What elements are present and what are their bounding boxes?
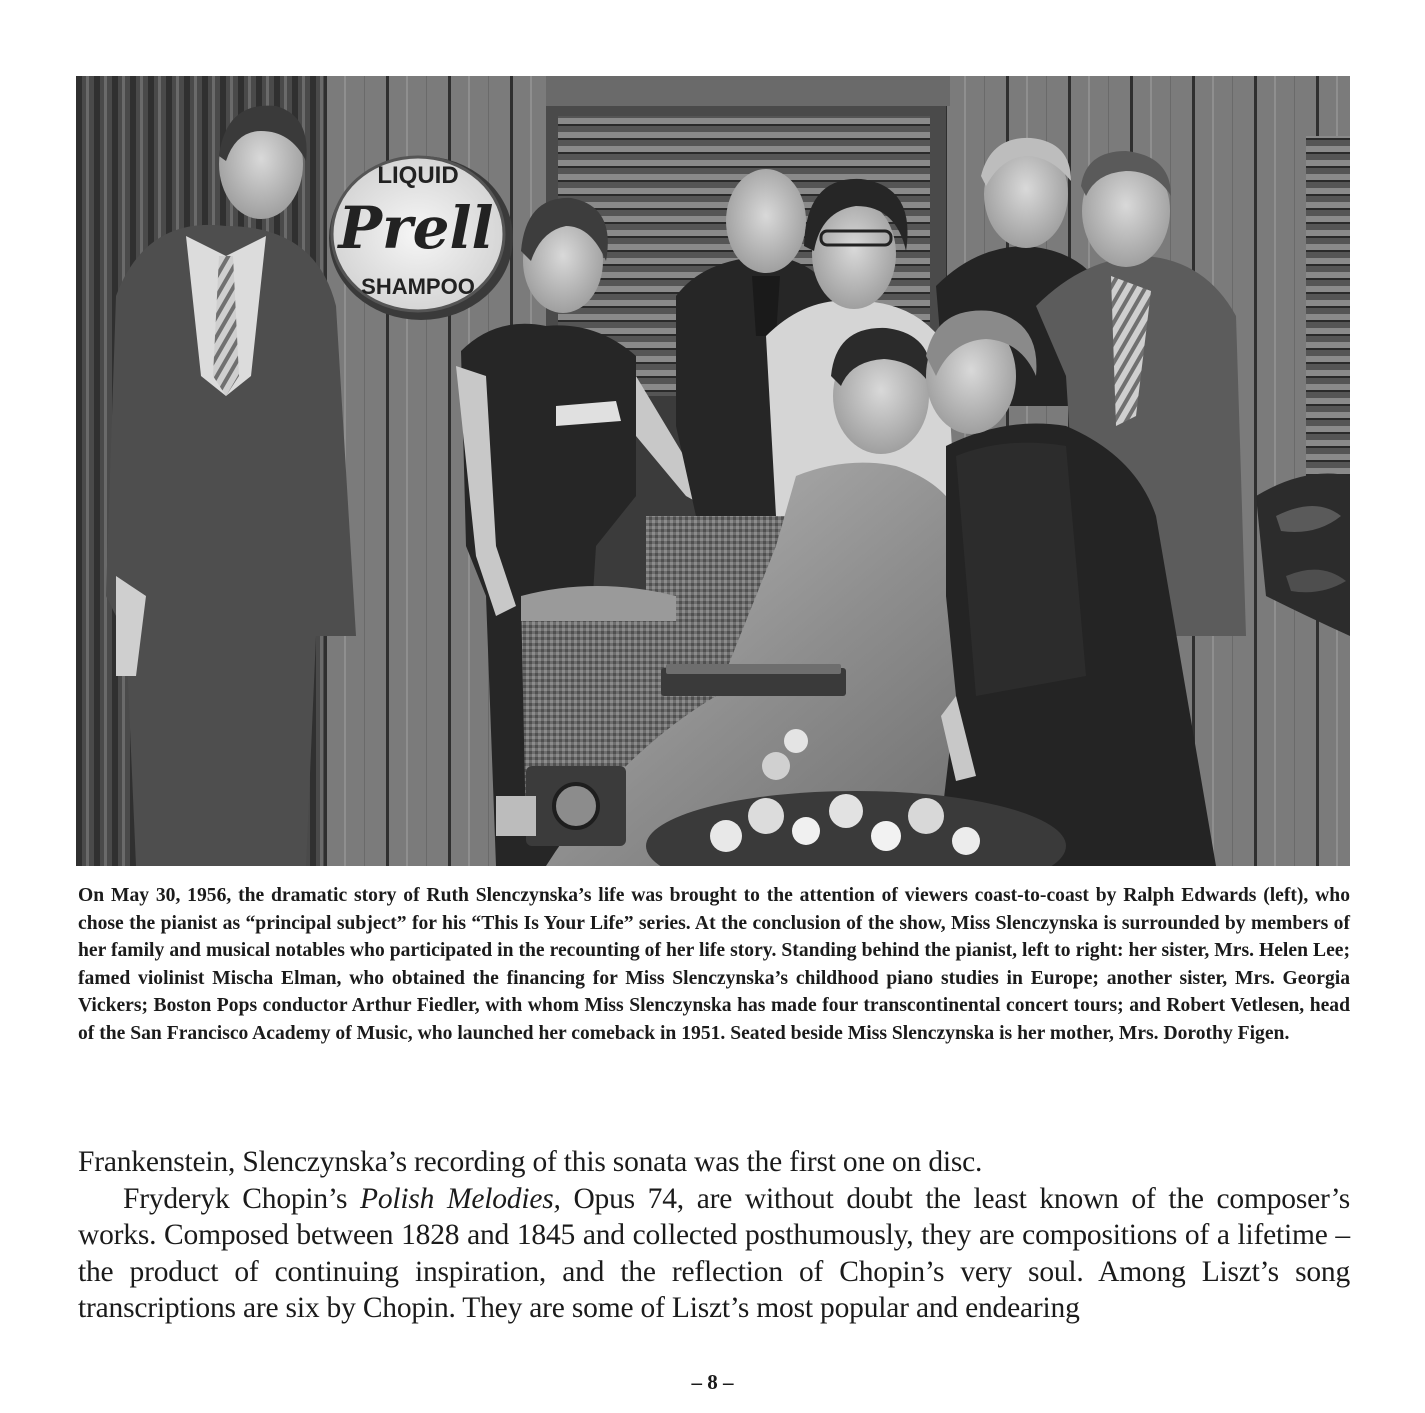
body-text <box>78 1144 1350 1327</box>
sign-line-1: LIQUID <box>377 162 459 189</box>
prell-shampoo-sign <box>329 156 513 320</box>
sign-brand: Prell <box>338 194 494 262</box>
photo-caption: On May 30, 1956, the dramatic story of Ruth Slenczynska’s life was brought to the attention of viewers coast-to-coast by Ralph Edwards (left), who chose the pianist as “principal subject” for his “This Is Your Life” series. At the conclusion of the show, Miss Slenczynska is surrounded by members of her family and musical notables who participated in the recounting of her life story. Standing behind the pianist, left to right: her sister, Mrs. Helen Lee; famed violinist Mischa Elman, who obtained the financing for Miss Slenczynska’s childhood piano studies in Europe; another sister, Mrs. Georgia Vickers; Boston Pops conductor Arthur Fiedler, with whom Miss Slenczynska has made four transcontinental concert tours; and Robert Vetlesen, head of the San Francisco Academy of Music, who launched her comeback in 1951. Seated beside Miss Slenczynska is her mother, Mrs. Dorothy Figen. <box>78 885 1350 1044</box>
body-paragraph-continuation: Frankenstein, Slenczynska’s recording of this sonata was the first one on disc. <box>78 1146 983 1178</box>
body-text-run: Opus 74, are without doubt the least known of the composer’s works. Composed between 1828 and 1845 and collected posthumously, they are compositions of a lifetime – the product of continuing inspiration, and the reflection of Chopin’s very soul. Among Liszt’s song transcriptions are six by Chopin. They are some of Liszt’s most popular and endearing <box>78 1182 1350 1324</box>
sign-line-3: SHAMPOO <box>361 274 475 299</box>
body-text-run: Fryderyk Chopin’s <box>123 1182 361 1215</box>
photo-this-is-your-life <box>76 76 1350 866</box>
work-title-polish-melodies: Polish Melodies, <box>360 1182 561 1215</box>
page-number: – 8 – <box>691 1370 734 1394</box>
body-paragraph-chopin <box>78 1181 1350 1327</box>
